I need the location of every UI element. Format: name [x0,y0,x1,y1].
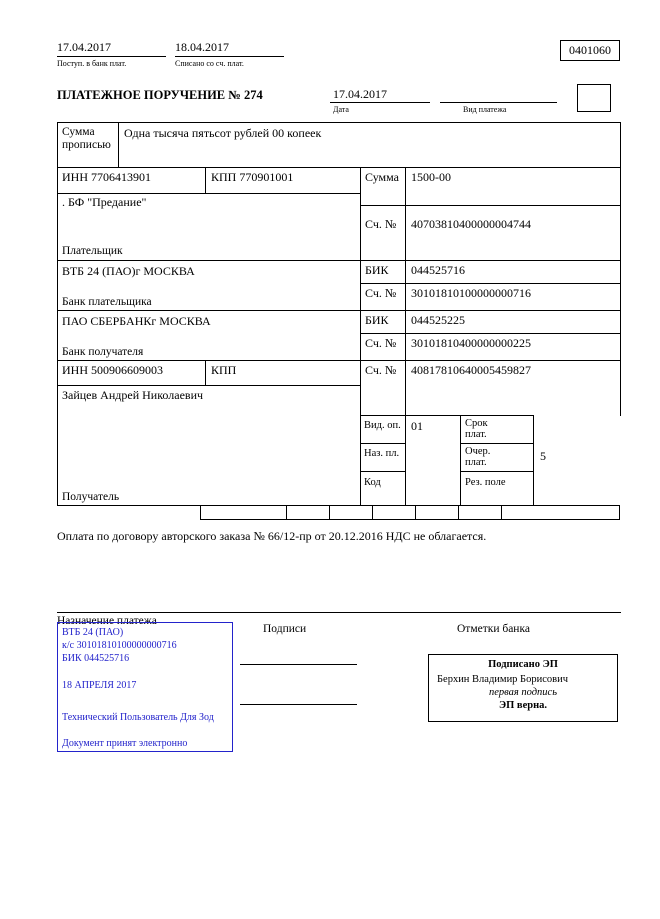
form-code: 0401060 [569,43,611,57]
payer-account-value: 40703810400000004744 [411,217,531,231]
pay-purpose-code-label: Наз. пл. [364,448,400,459]
order-label-2: плат. [465,457,487,468]
signature-line-1 [240,664,357,665]
purpose-underline [57,612,621,613]
beneficiary-bank-account-value: 30101810400000000225 [411,336,531,350]
debited-date-underline [175,56,284,57]
payer-bank-bik-label: БИК [365,263,389,277]
grid-line-h [57,310,621,311]
payer-bank-name: ВТБ 24 (ПАО)г МОСКВА [62,264,195,278]
payer-name: . БФ "Предание" [62,195,147,209]
purpose-label: Назначение платежа [57,615,157,627]
document-title: ПЛАТЕЖНОЕ ПОРУЧЕНИЕ № 274 [57,88,263,102]
esig-verified: ЭП верна. [498,700,547,711]
code-label: Код [364,477,381,488]
purpose-text: Оплата по договору авторского заказа № 66/12-пр от 20.12.2016 НДС не облагается. [57,529,487,543]
budget-field-box [502,506,619,519]
payment-kind-label: Вид платежа [463,105,507,114]
grid-line-h [360,471,406,472]
debited-date: 18.04.2017 [175,40,229,54]
term-label-1: Срок [465,418,488,429]
electronic-signature-stamp [428,654,618,722]
grid-line-h [57,260,621,261]
grid-line-h [360,415,534,416]
grid-line-h [360,205,621,206]
beneficiary-account-label: Сч. № [365,363,397,377]
amount-words-label-1: Сумма [62,126,95,138]
stamp-date: 18 АПРЕЛЯ 2017 [62,680,137,691]
reserve-label: Рез. поле [465,477,506,488]
stamp-corr-account: к/с 30101810100000000716 [62,640,177,651]
beneficiary-bank-name: ПАО СБЕРБАНКг МОСКВА [62,314,211,328]
stamp-user: Технический Пользователь Для Зод [62,712,214,723]
grid-line-v [118,122,119,167]
grid-line-h [57,385,360,386]
grid-line-v [620,122,621,416]
budget-field-box [373,506,416,519]
esig-name: Берхин Владимир Борисович [437,674,568,685]
budget-field-box [330,506,373,519]
payment-kind-underline [440,102,557,103]
beneficiary-account-value: 40817810640005459827 [411,363,531,377]
document-date: 17.04.2017 [333,87,387,101]
grid-line-v [205,167,206,193]
grid-line-v [205,360,206,385]
grid-line-v [460,415,461,505]
budget-field-box [201,506,287,519]
payer-kpp: КПП 770901001 [211,170,294,184]
grid-line-v [405,167,406,505]
grid-line-v [57,122,58,505]
op-kind-label: Вид. оп. [364,420,401,431]
beneficiary-bank-bik-label: БИК [365,313,389,327]
payer-section-label: Плательщик [62,245,123,257]
received-date-underline [57,56,166,57]
stamp-status: Документ принят электронно [62,738,188,749]
esig-role: первая подпись [488,687,557,698]
debited-date-label: Списано со сч. плат. [175,59,244,68]
op-kind-value: 01 [411,419,423,433]
order-label-1: Очер. [465,446,491,457]
payment-kind-box [577,84,611,112]
amount-words-label-2: прописью [62,139,111,151]
amount-value: 1500-00 [411,170,451,184]
budget-field-box [416,506,459,519]
beneficiary-bank-account-label: Сч. № [365,336,397,350]
beneficiary-section-label: Получатель [62,491,120,503]
grid-line-h [360,283,621,284]
grid-line-h [57,360,621,361]
beneficiary-kpp-label: КПП [211,363,237,377]
beneficiary-bank-bik-value: 044525225 [411,313,465,327]
payer-bank-account-label: Сч. № [365,286,397,300]
grid-line-h [360,443,406,444]
term-label-2: плат. [465,429,487,440]
beneficiary-bank-section-label: Банк получателя [62,346,144,358]
beneficiary-name: Зайцев Андрей Николаевич [62,388,204,402]
budget-field-box [459,506,502,519]
grid-line-h [57,167,621,168]
payer-bank-section-label: Банк плательщика [62,296,152,308]
grid-line-v [360,167,361,505]
amount-words-value: Одна тысяча пятьсот рублей 00 копеек [124,126,322,140]
grid-line-h [57,122,621,123]
date-label: Дата [333,105,349,114]
signature-line-2 [240,704,357,705]
payer-bank-bik-value: 044525716 [411,263,465,277]
date-underline [330,102,430,103]
grid-line-h [360,333,621,334]
received-date: 17.04.2017 [57,40,111,54]
bank-electronic-stamp [57,622,233,752]
signatures-label: Подписи [263,623,307,635]
received-date-label: Поступ. в банк плат. [57,59,127,68]
payer-bank-account-value: 30101810100000000716 [411,286,531,300]
bank-marks-label: Отметки банка [457,623,530,635]
payer-account-label: Сч. № [365,217,397,231]
grid-line-h [57,193,360,194]
grid-line-v [533,415,534,505]
stamp-bik: БИК 044525716 [62,653,130,664]
stamp-bank-name: ВТБ 24 (ПАО) [62,627,124,638]
amount-label: Сумма [365,170,399,184]
beneficiary-inn: ИНН 500906609003 [62,363,163,377]
form-code-box [560,40,620,61]
order-value: 5 [540,449,546,463]
payer-inn: ИНН 7706413901 [62,170,151,184]
budget-fields-row [200,505,620,520]
grid-line-h [460,443,534,444]
grid-line-h [460,471,534,472]
esig-title: Подписано ЭП [488,659,558,670]
budget-field-box [287,506,330,519]
